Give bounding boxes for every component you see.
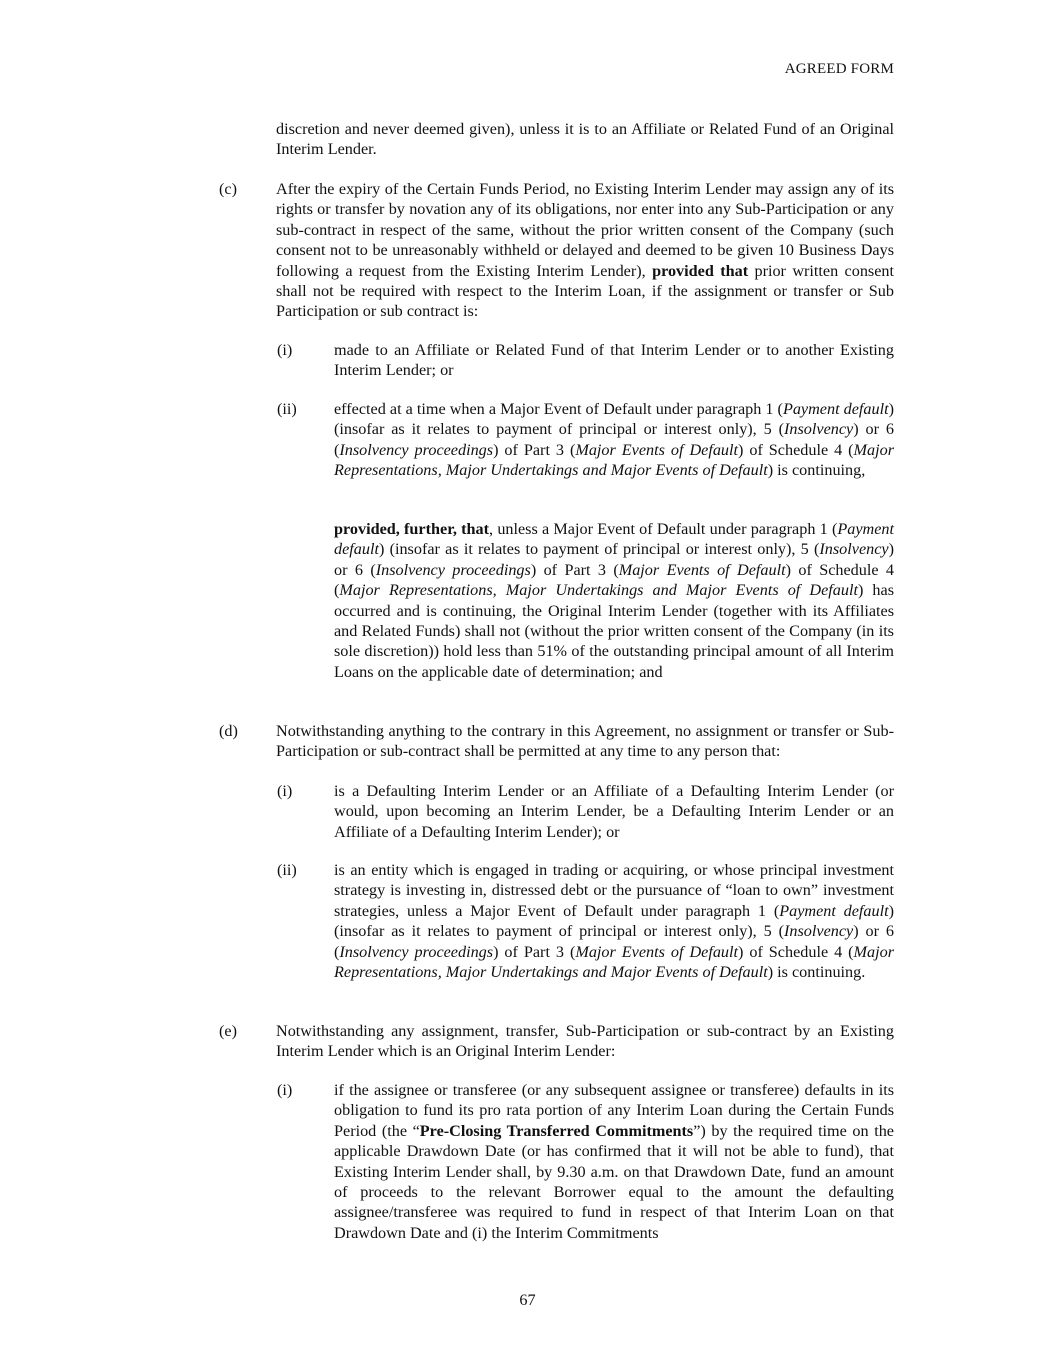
clause-d-ii-text: is an entity which is engaged in trading or acquiring, or whose principal investment strategy is investing in, distressed debt or the pursuance of “loan to own” investment strategies, unless a Major Event of Default under paragraph 1 (Payment default) (insofar as it relates to payment of principal or interest only), 5 (Insolvency) or 6 (Insolvency proceedings) of Part 3 (Major Events of Default) of Schedule 4 (Major Representations, Major Undertakings and Major Events of Default) is continuing. bbox=[334, 861, 894, 982]
clause-d-i-label: (i) bbox=[277, 782, 293, 800]
clause-c-i-text: made to an Affiliate or Related Fund of that Interim Lender or to another Existing Interim Lender; or bbox=[334, 341, 894, 380]
provided-that-bold: provided that bbox=[652, 261, 749, 280]
clause-d-label: (d) bbox=[219, 722, 238, 740]
page-header: AGREED FORM bbox=[784, 61, 894, 77]
page-number: 67 bbox=[519, 1291, 536, 1309]
clause-c-ii-text: effected at a time when a Major Event of Default under paragraph 1 (Payment default) (insofar as it relates to payment of principal or interest only), 5 (Insolvency) or 6 (Insolvency proceedings) of Part 3 (Major Events of Default) of Schedule 4 (Major Representations, Major Undertakings and Major Events of Default) is continuing, bbox=[334, 400, 894, 480]
clause-d-text: Notwithstanding anything to the contrary in this Agreement, no assignment or transfer or Sub-Participation or sub-contract shall be permitted at any time to any person that: bbox=[276, 722, 894, 761]
clause-c-i-label: (i) bbox=[277, 341, 293, 359]
pre-closing-bold: Pre-Closing Transferred Commitments bbox=[419, 1121, 694, 1140]
clause-e-text: Notwithstanding any assignment, transfer, Sub-Participation or sub-contract by an Existing Interim Lender which is an Original Interim Lender: bbox=[276, 1022, 894, 1061]
clause-c-proviso: provided, further, that, unless a Major Event of Default under paragraph 1 (Payment default) (insofar as it relates to payment of principal or interest only), 5 (Insolvency) or 6 (Insolvency proceedings) of Part 3 (Major Events of Default) of Schedule 4 (Major Representations, Major Undertakings and Major Events of Default) has occurred and is continuing, the Original Interim Lender (together with its Affiliates and Related Funds) shall not (without the prior written consent of the Company (in its sole discretion)) hold less than 51% of the outstanding principal amount of all Interim Loans on the applicable date of determination; and bbox=[334, 520, 895, 681]
provided-further-bold: provided, further, that bbox=[334, 520, 490, 538]
clause-e-i-label: (i) bbox=[277, 1081, 293, 1099]
clause-c-text: After the expiry of the Certain Funds Period, no Existing Interim Lender may assign any of its rights or transfer by novation any of its obligations, nor enter into any Sub-Participation or any sub-contract in respect of the same, without the prior written consent of the Company (such consent not to be unreasonably withheld or delayed and deemed to be given 10 Business Days following a request from the Existing Interim Lender), provided that prior written consent shall not be required with respect to the Interim Loan, if the assignment or transfer or Sub Participation or sub contract is: bbox=[276, 180, 895, 321]
clause-c-ii-label: (ii) bbox=[277, 400, 297, 418]
clause-d-i-text: is a Defaulting Interim Lender or an Affiliate of a Defaulting Interim Lender (or would, upon becoming an Interim Lender, be a Defaulting Interim Lender or an Affiliate of a Defaulting Interim Lender); or bbox=[334, 782, 894, 841]
clause-c-label: (c) bbox=[219, 180, 237, 198]
clause-d-ii-label: (ii) bbox=[277, 861, 297, 879]
clause-e-i-text: if the assignee or transferee (or any subsequent assignee or transferee) defaults in its obligation to fund its pro rata portion of any Interim Loan during the Certain Funds Period (the “Pre-Closing Transferred Commitments”) by the required time on the applicable Drawdown Date (or has confirmed that it will not be able to fund), that Existing Interim Lender shall, by 9.30 a.m. on that Drawdown Date, fund an amount of proceeds to the relevant Borrower equal to the amount the defaulting assignee/transferee was required to fund in respect of that Interim Loan on that Drawdown Date and (i) the Interim Commitments bbox=[334, 1081, 894, 1242]
intro-paragraph: discretion and never deemed given), unless it is to an Affiliate or Related Fund of an Original Interim Lender. bbox=[276, 120, 894, 159]
clause-e-label: (e) bbox=[219, 1022, 237, 1040]
